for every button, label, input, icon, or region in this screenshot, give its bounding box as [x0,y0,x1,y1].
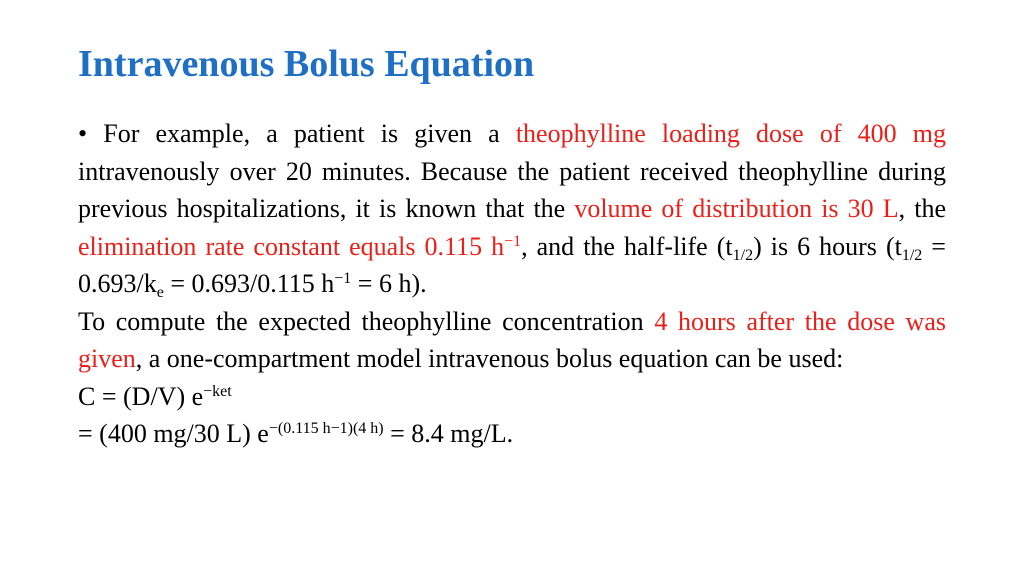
equation-substituted [78,415,946,453]
example-paragraph [78,115,946,303]
equation-substituted-base: = (400 mg/30 L) e [78,419,269,448]
calc-exponent: −1 [334,270,352,287]
equation-general-base: C = (D/V) e [78,381,204,411]
elimination-rate-exponent: −1 [504,232,522,250]
highlight-volume-of-distribution: volume of distribution is 30 L [574,194,899,223]
text-result-half-life: = 6 h). [351,269,427,298]
slide-title: Intravenous Bolus Equation [78,43,535,85]
half-life-subscript: 1/2 [732,246,754,264]
text-administration: intravenously over 20 minutes. Because the patient received theophylline during previous hospitalizations, it is known that the [78,156,946,223]
equation-general-exponent: −ket [203,382,232,400]
text-intro: For example, a patient is given a [103,119,500,148]
text-calculation: = 0.693/0.115 h [163,269,335,298]
equation-general [78,378,946,416]
text-model: , a one-compartment model intravenous bolus equation can be used: [135,344,844,373]
text-half-life: , and the half-life (t [521,231,733,261]
equation-result: = 8.4 mg/L. [383,419,514,448]
body-text [78,115,946,453]
text-six-hours: ) is 6 hours (t [753,231,902,261]
bullet: • [78,119,88,148]
highlight-loading-dose: theophylline loading dose of 400 mg [515,119,947,148]
text-ratio: = 0.693/k [78,231,946,298]
half-life-subscript-2: 1/2 [901,246,923,264]
text-comma-the: , the [898,194,947,223]
highlight-four-hours: 4 hours after the dose was given [78,306,946,373]
ke-subscript: e [156,284,164,301]
highlight-elimination-rate [78,232,521,261]
compute-paragraph [78,303,946,378]
text-compute: To compute the expected theophylline concentration [78,306,644,336]
equation-substituted-exponent: −(0.115 h−1)(4 h) [268,420,384,437]
elimination-rate-text: elimination rate constant equals 0.115 h [78,231,505,261]
